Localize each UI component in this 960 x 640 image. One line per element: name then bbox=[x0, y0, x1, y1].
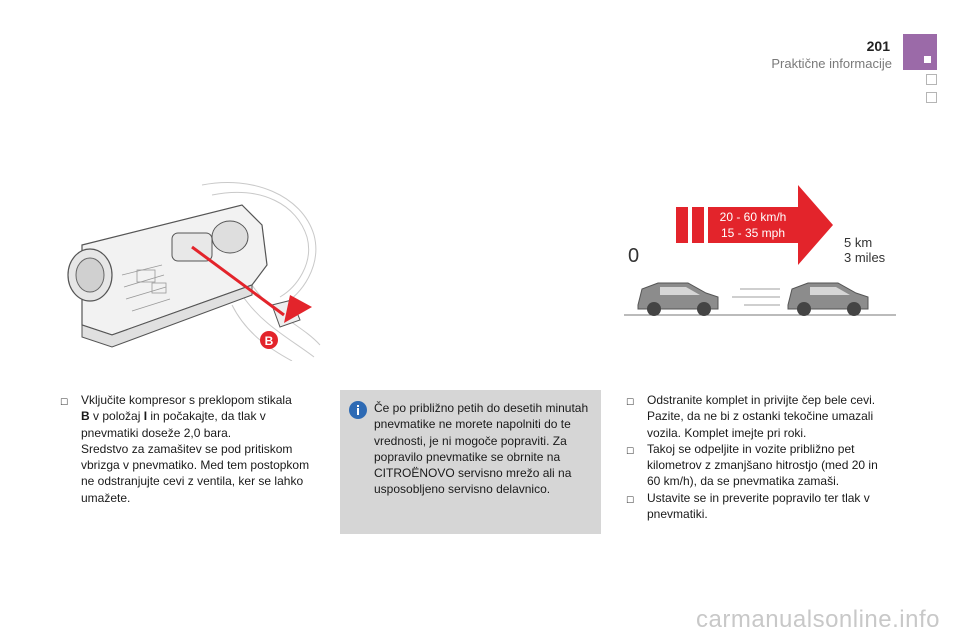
car-icon bbox=[788, 283, 868, 316]
paragraph-line: umažete. bbox=[81, 490, 131, 505]
compressor-drawing bbox=[52, 175, 324, 361]
item-line: Vključite kompresor s preklopom stikala bbox=[81, 393, 292, 407]
bullet-icon: ☐ bbox=[626, 397, 635, 407]
switch-position: I bbox=[143, 409, 148, 424]
bullet-icon: ☐ bbox=[626, 494, 635, 505]
speed-distance-illustration bbox=[620, 185, 900, 325]
bullet-icon: ☐ bbox=[60, 397, 69, 407]
bullet-icon: ☐ bbox=[626, 445, 635, 456]
callout-label-b: B bbox=[264, 334, 274, 348]
switch-label: B bbox=[81, 409, 90, 424]
right-column bbox=[626, 392, 891, 522]
info-box bbox=[340, 390, 601, 534]
instruction-item bbox=[60, 392, 325, 506]
item-text: v položaj bbox=[89, 409, 144, 424]
instruction-item bbox=[626, 490, 891, 523]
square-icon bbox=[924, 56, 931, 63]
paragraph-line: Sredstvo za zamašitev se pod pritiskom bbox=[81, 441, 293, 456]
car-icon bbox=[638, 283, 718, 316]
page-number: 201 bbox=[866, 38, 890, 54]
distance-miles-label: 3 miles bbox=[844, 250, 886, 265]
left-column bbox=[60, 392, 325, 506]
item-line bbox=[81, 408, 325, 424]
start-label: 0 bbox=[628, 245, 640, 267]
paragraph-line: ne odstranjujte cevi z ventila, ker se lahko bbox=[81, 474, 304, 489]
chapter-tab[interactable] bbox=[926, 74, 937, 85]
chapter-tab-active[interactable] bbox=[903, 34, 937, 70]
item-text: Ustavite se in preverite popravilo ter tlak v pnevmatiki. bbox=[647, 490, 870, 522]
motion-lines bbox=[732, 289, 780, 305]
compressor-illustration bbox=[52, 175, 324, 361]
item-text: Takoj se odpeljite in vozite približno pet kilometrov z zmanjšano hitrostjo (med 20 in 60 km/h), da se pnevmatika zamaši. bbox=[647, 441, 878, 489]
item-text: in počakajte, da tlak v bbox=[147, 409, 266, 424]
item-line: pnevmatiki doseže 2,0 bara. bbox=[81, 425, 232, 440]
chapter-tab[interactable] bbox=[926, 92, 937, 103]
instruction-item bbox=[626, 441, 891, 490]
info-text: Če po približno petih do desetih minutah pnevmatike ne morete napolniti do te vrednosti, je ni mogoče popraviti. Za popravilo pnevmatike se obrnite na CITROËNOVO servisno mrežo ali na usposobljeno servisno delavnico. bbox=[374, 401, 589, 497]
speed-kmh-label: 20 - 60 km/h bbox=[719, 210, 787, 224]
distance-km-label: 5 km bbox=[844, 235, 873, 250]
watermark: carmanualsonline.info bbox=[696, 606, 940, 633]
instruction-item bbox=[626, 392, 891, 441]
item-text: Odstranite komplet in privijte čep bele cevi. Pazite, da ne bi z ostanki tekočine umazali vozila. Komplet imejte pri roki. bbox=[647, 393, 876, 440]
paragraph-line: vbrizga v pnevmatiko. Med tem postopkom bbox=[81, 458, 310, 473]
info-icon bbox=[349, 401, 367, 419]
section-title: Praktične informacije bbox=[771, 56, 892, 71]
speed-mph-label: 15 - 35 mph bbox=[720, 226, 786, 240]
